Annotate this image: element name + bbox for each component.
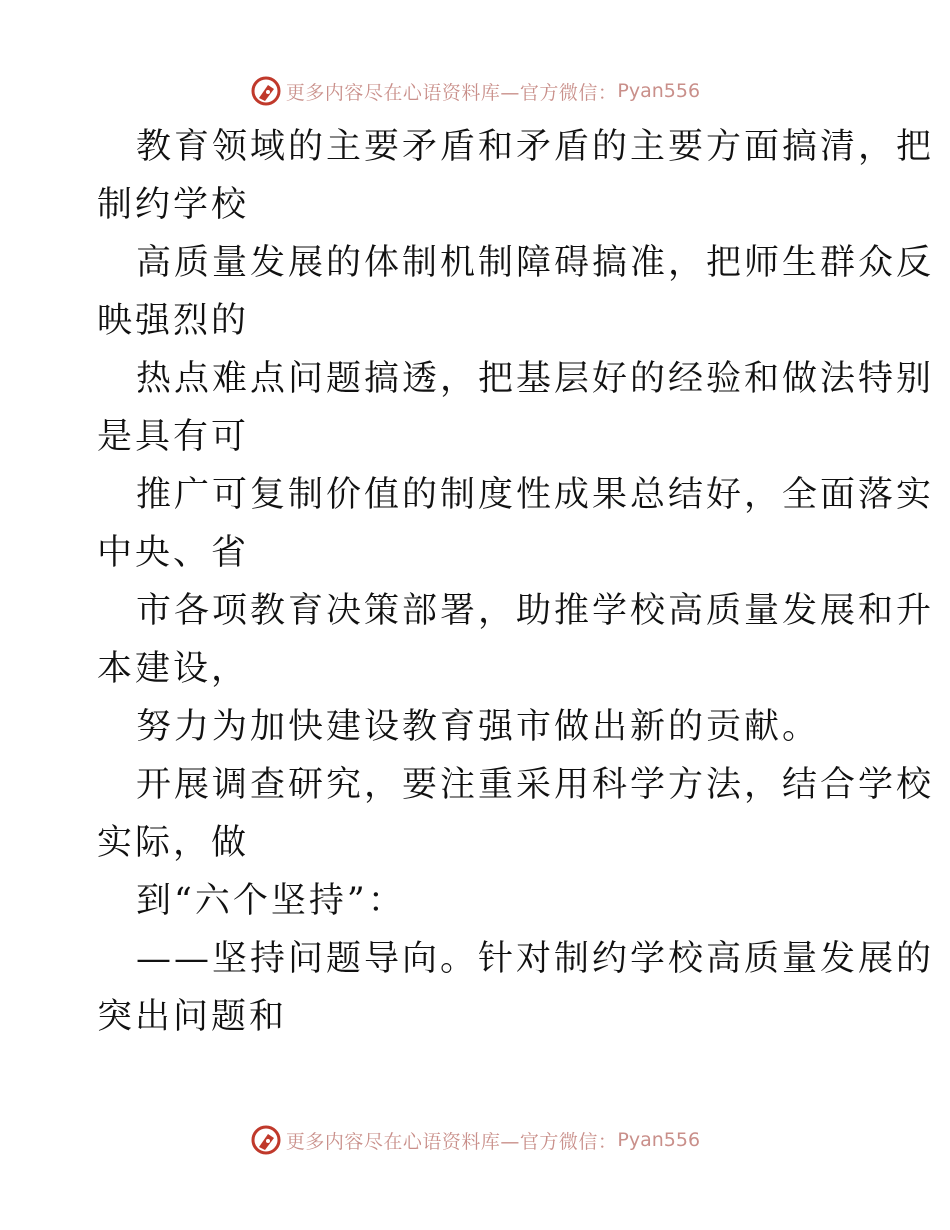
text-line: ——坚持问题导向。针对制约学校高质量发展的	[136, 939, 935, 979]
text-line: 中央、省	[97, 533, 250, 573]
footer-banner-text: 更多内容尽在心语资料库—官方微信：	[285, 1130, 618, 1153]
text-line: 实际，做	[97, 823, 250, 863]
header-banner	[0, 71, 950, 111]
text-line: 努力为加快建设教育强市做出新的贡献。	[136, 707, 821, 747]
text-line: 教育领域的主要矛盾和矛盾的主要方面搞清，把	[136, 127, 935, 167]
text-line: 市各项教育决策部署，助推学校高质量发展和升	[136, 591, 935, 631]
text-line: 高质量发展的体制机制障碍搞准，把师生群众反	[136, 243, 935, 283]
text-line: 制约学校	[97, 185, 250, 225]
text-line: 是具有可	[97, 417, 250, 457]
text-line: 映强烈的	[97, 301, 250, 341]
text-line: 到“六个坚持”：	[136, 881, 406, 921]
header-wechat-id: Pyan556	[617, 80, 701, 102]
document-body	[97, 118, 935, 1046]
text-line: 本建设，	[97, 649, 250, 689]
footer-banner	[0, 1120, 950, 1160]
pen-nib-logo-icon	[250, 1124, 282, 1156]
text-line: 开展调查研究，要注重采用科学方法，结合学校	[136, 765, 935, 805]
text-line: 突出问题和	[97, 997, 288, 1037]
text-line: 热点难点问题搞透，把基层好的经验和做法特别	[136, 359, 935, 399]
pen-nib-logo-icon	[250, 75, 282, 107]
footer-wechat-id: Pyan556	[617, 1129, 701, 1151]
text-line: 推广可复制价值的制度性成果总结好，全面落实	[136, 475, 935, 515]
header-banner-text: 更多内容尽在心语资料库—官方微信：	[285, 81, 618, 104]
